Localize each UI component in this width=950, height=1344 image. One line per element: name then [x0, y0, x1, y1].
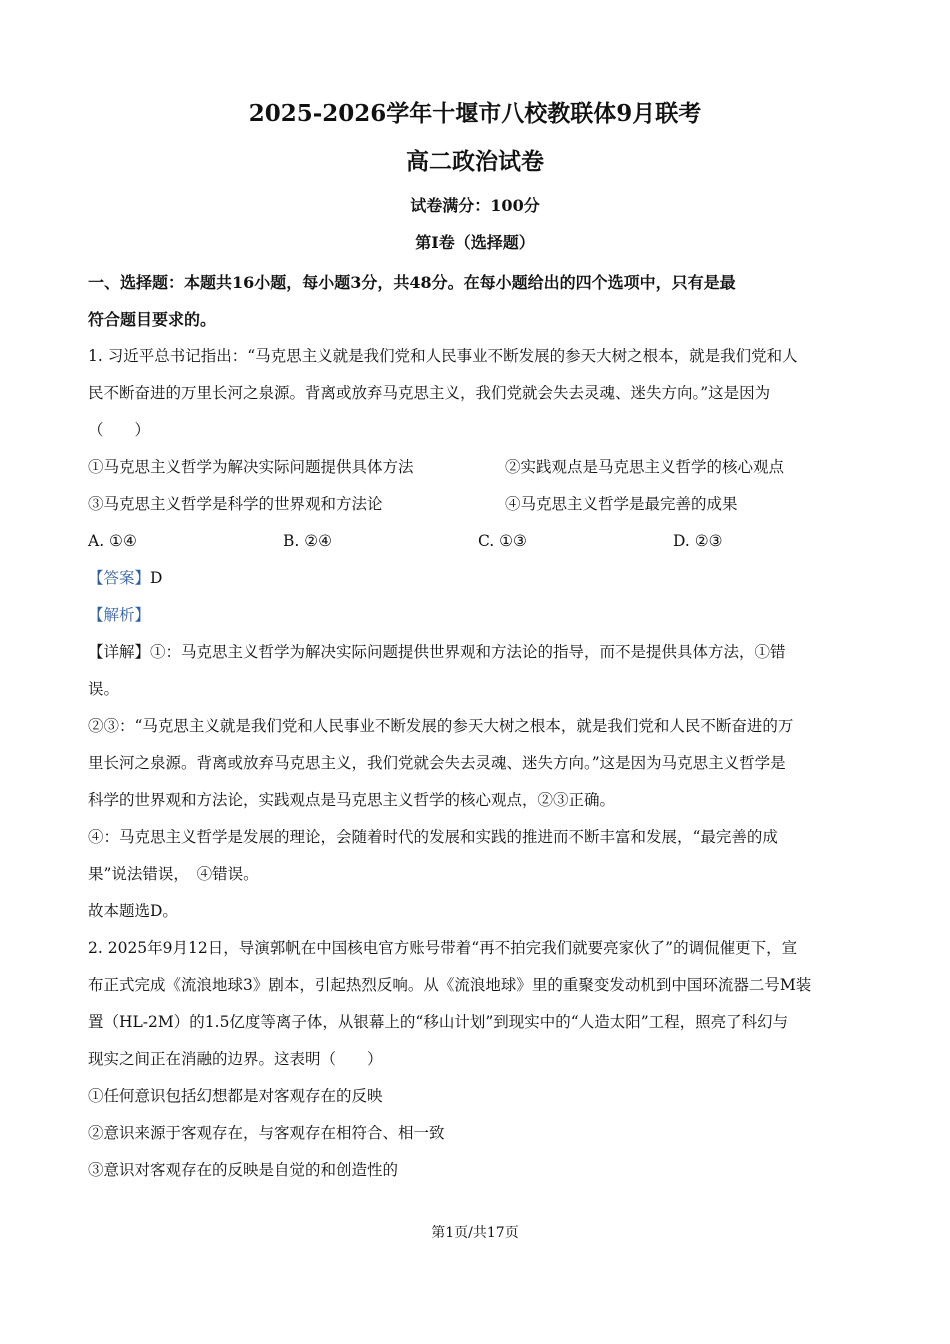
- q2-statement-1: ①任何意识包括幻想都是对客观存在的反映: [88, 1087, 383, 1105]
- answer-label: 【答案】: [88, 569, 151, 587]
- q2-statement-2: ②意识来源于客观存在，与客观存在相符合、相一致: [88, 1124, 445, 1142]
- section-instruction-line2: 符合题目要求的。: [88, 310, 217, 329]
- q1-explain-2c: 科学的世界观和方法论，实践观点是马克思主义哲学的核心观点，②③正确。: [88, 791, 616, 809]
- analysis-label: 【解析】: [88, 606, 151, 624]
- exam-content: [88, 264, 868, 1189]
- q1-option-b: B. ②④: [283, 532, 333, 550]
- part-heading: 第Ⅰ卷（选择题）: [415, 233, 535, 252]
- q1-answer: [88, 560, 868, 597]
- q2-stem-line1: 2. 2025年9月12日，导演郭帆在中国核电官方账号带着“再不拍完我们就要亮家伙了”的调侃催更下，宣: [88, 939, 798, 957]
- q1-statement-3: ③马克思主义哲学是科学的世界观和方法论: [88, 495, 383, 513]
- q1-statement-1: ①马克思主义哲学为解决实际问题提供具体方法: [88, 458, 414, 476]
- exam-title: 2025-2026学年十堰市八校教联体9月联考: [248, 100, 702, 127]
- q2-stem-line4: 现实之间正在消融的边界。这表明（ ）: [88, 1050, 383, 1068]
- q1-explain-2b: 里长河之泉源。背离或放弃马克思主义，我们党就会失去灵魂、迷失方向。”这是因为马克思主义哲学是: [88, 754, 786, 772]
- q1-stem-line3: （ ）: [88, 421, 151, 439]
- detail-label: 【详解】: [88, 643, 151, 661]
- q1-explain-3a: ④：马克思主义哲学是发展的理论，会随着时代的发展和实践的推进而不断丰富和发展，“最完善的成: [88, 828, 778, 846]
- q1-options: [88, 523, 868, 560]
- q2-stem-line3: 置（HL-2M）的1.5亿度等离子体，从银幕上的“移山计划”到现实中的“人造太阳”工程，照亮了科幻与: [88, 1013, 789, 1031]
- q1-explain-2a: ②③：“马克思主义就是我们党和人民事业不断发展的参天大树之根本，就是我们党和人民不断奋进的万: [88, 717, 794, 735]
- full-score: 试卷满分：100分: [410, 196, 540, 215]
- q2-stem-line2: 布正式完成《流浪地球3》剧本，引起热烈反响。从《流浪地球》里的重聚变发动机到中国环流器二号M装: [88, 976, 812, 994]
- answer-value: D: [150, 569, 163, 587]
- page-number: 第1页/共17页: [431, 1225, 519, 1241]
- q1-explain-3b: 果”说法错误， ④错误。: [88, 865, 259, 883]
- q1-option-a: A. ①④: [88, 532, 137, 550]
- q1-option-d: D. ②③: [673, 532, 723, 550]
- q1-statement-2: ②实践观点是马克思主义哲学的核心观点: [505, 458, 785, 476]
- q1-statements-row1: [88, 449, 868, 486]
- q1-statement-4: ④马克思主义哲学是最完善的成果: [505, 495, 738, 513]
- q1-statements-row2: [88, 486, 868, 523]
- q1-option-c: C. ①③: [478, 532, 527, 550]
- q1-stem-line2: 民不断奋进的万里长河之泉源。背离或放弃马克思主义，我们党就会失去灵魂、迷失方向。”这是因为: [88, 384, 771, 402]
- q2-statement-3: ③意识对客观存在的反映是自觉的和创造性的: [88, 1161, 399, 1179]
- q1-conclusion: 故本题选D。: [88, 902, 178, 920]
- q1-explain-1a: 【详解】①：马克思主义哲学为解决实际问题提供世界观和方法论的指导，而不是提供具体方法，①错: [88, 643, 786, 661]
- exam-subject: 高二政治试卷: [406, 148, 544, 175]
- q1-stem-line1: 1. 习近平总书记指出：“马克思主义就是我们党和人民事业不断发展的参天大树之根本，就是我们党和人: [88, 347, 798, 365]
- section-instruction-line1: 一、选择题：本题共16小题，每小题3分，共48分。在每小题给出的四个选项中，只有是最: [88, 273, 736, 292]
- q1-explain-1b: 误。: [88, 680, 120, 698]
